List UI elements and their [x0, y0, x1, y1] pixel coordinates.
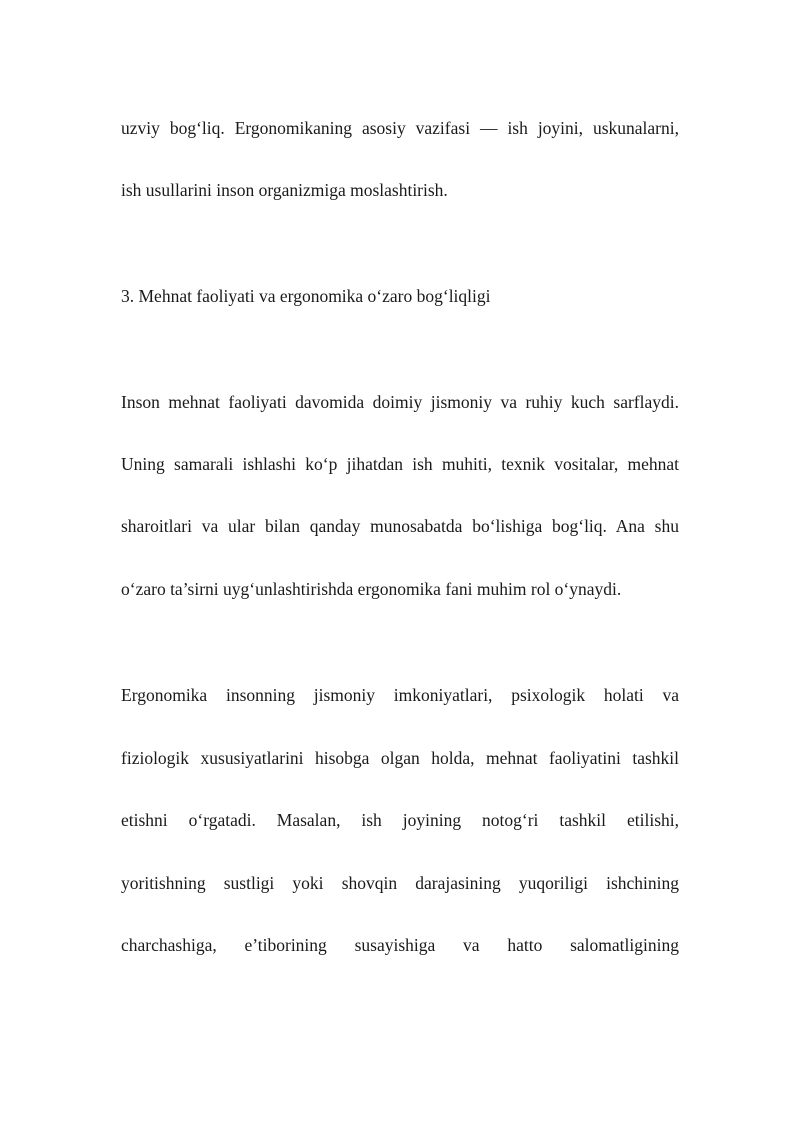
text-line: uzviy bog‘liq. Ergonomikaning asosiy vazifasi — ish joyini, uskunalarni, — [121, 118, 679, 138]
text-line: charchashiga, e’tiborining susayishiga va hatto salomatligining — [121, 935, 679, 955]
text-line: o‘zaro ta’sirni uyg‘unlashtirishda ergonomika fani muhim rol o‘ynaydi. — [121, 579, 622, 599]
text-line: ish usullarini inson organizmiga moslashtirish. — [121, 180, 448, 200]
text-line: Ergonomika insonning jismoniy imkoniyatlari, psixologik holati va — [121, 685, 679, 705]
text-line: fiziologik xususiyatlarini hisobga olgan holda, mehnat faoliyatini tashkil — [121, 748, 679, 768]
section-heading: 3. Mehnat faoliyati va ergonomika o‘zaro bog‘liqligi — [121, 286, 491, 306]
text-line: sharoitlari va ular bilan qanday munosabatda bo‘lishiga bog‘liq. Ana shu — [121, 516, 679, 536]
text-line: etishni o‘rgatadi. Masalan, ish joyining notog‘ri tashkil etilishi, — [121, 810, 679, 830]
text-line: Uning samarali ishlashi ko‘p jihatdan ish muhiti, texnik vositalar, mehnat — [121, 454, 679, 474]
text-line: Inson mehnat faoliyati davomida doimiy jismoniy va ruhiy kuch sarflaydi. — [121, 392, 679, 412]
text-line: yoritishning sustligi yoki shovqin darajasining yuqoriligi ishchining — [121, 873, 679, 893]
